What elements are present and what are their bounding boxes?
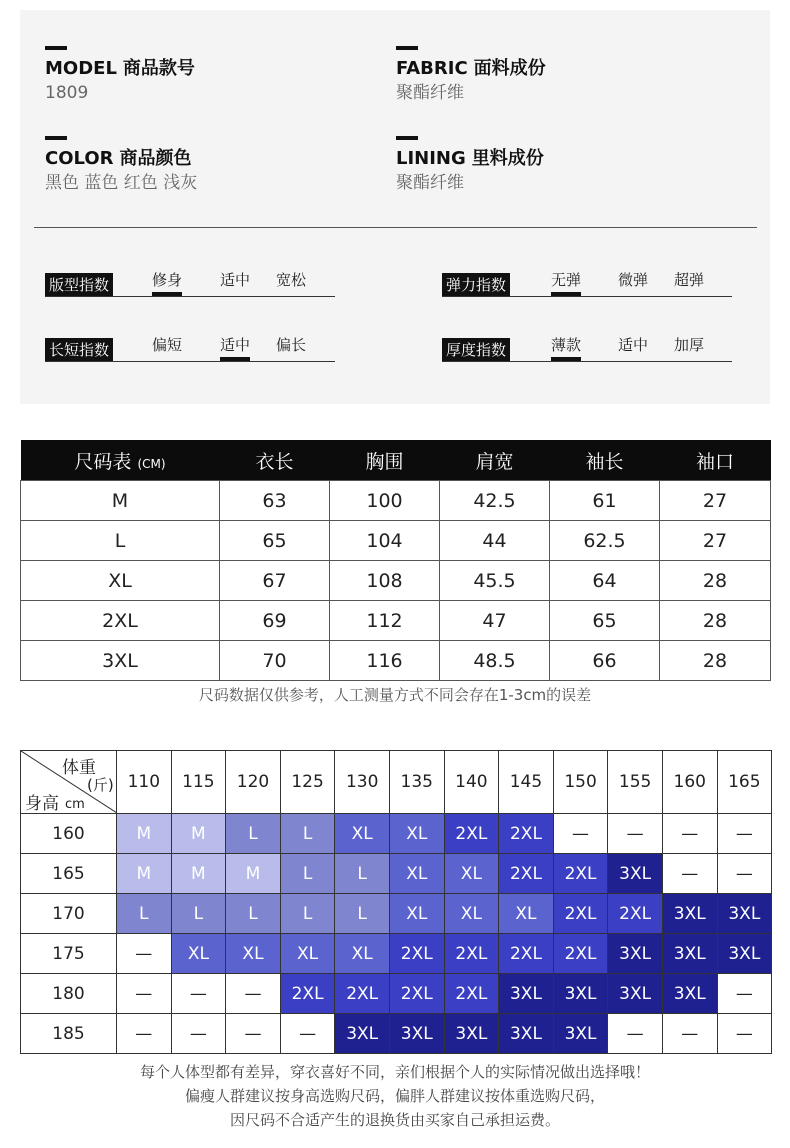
size-recommendation-cell: L — [335, 894, 390, 934]
model-label — [45, 58, 195, 80]
measurement-cell: 27 — [660, 481, 771, 521]
height-row — [21, 1014, 772, 1054]
empty-cell: — — [608, 814, 663, 854]
size-chart-header — [21, 440, 771, 481]
height-header-cell: 160 — [21, 814, 117, 854]
size-recommendation-cell: M — [171, 814, 226, 854]
height-header-cell: 170 — [21, 894, 117, 934]
weight-header-cell: 115 — [171, 751, 226, 814]
size-recommendation-cell: XL — [389, 854, 444, 894]
empty-cell: — — [717, 814, 772, 854]
thickness-index-label: 厚度指数 — [442, 338, 510, 362]
empty-cell: — — [662, 854, 717, 894]
model-field — [45, 46, 195, 104]
size-recommendation-cell: L — [280, 854, 335, 894]
height-row — [21, 894, 772, 934]
measurement-cell: 116 — [330, 641, 440, 681]
measurement-cell: 65 — [220, 521, 330, 561]
size-recommendation-cell: 3XL — [662, 934, 717, 974]
empty-cell: — — [717, 854, 772, 894]
measurement-cell: 44 — [440, 521, 550, 561]
header-sleeve: 袖长 — [550, 440, 660, 481]
recommendation-notes — [20, 1060, 770, 1132]
stretch-option-slight: 微弹 — [618, 271, 649, 289]
model-value: 1809 — [45, 83, 89, 103]
size-recommendation-cell: XL — [389, 894, 444, 934]
length-option-short: 偏短 — [152, 336, 183, 354]
measurement-cell: 104 — [330, 521, 440, 561]
size-recommendation-cell: XL — [499, 894, 554, 934]
empty-cell: — — [280, 1014, 335, 1054]
lining-label-cn: 里料成份 — [471, 148, 544, 169]
stretch-option-high: 超弹 — [674, 271, 705, 289]
empty-cell: — — [662, 1014, 717, 1054]
size-recommendation-cell: XL — [335, 814, 390, 854]
corner-height-unit: cm — [65, 797, 85, 812]
height-row — [21, 814, 772, 854]
empty-cell: — — [608, 1014, 663, 1054]
size-recommendation-cell: 3XL — [553, 974, 608, 1014]
empty-cell: — — [117, 1014, 172, 1054]
size-recommendation-cell: 2XL — [444, 934, 499, 974]
measurement-cell: 65 — [550, 601, 660, 641]
size-recommendation-cell: 2XL — [499, 854, 554, 894]
weight-header-cell: 155 — [608, 751, 663, 814]
field-marker — [45, 136, 67, 140]
table-corner — [21, 751, 117, 814]
size-recommendation-cell: XL — [389, 814, 444, 854]
model-label-en: MODEL — [45, 58, 117, 79]
empty-cell: — — [171, 1014, 226, 1054]
measurement-cell: 64 — [550, 561, 660, 601]
measurement-cell: 62.5 — [550, 521, 660, 561]
measurement-cell: 45.5 — [440, 561, 550, 601]
corner-weight-label: 体重 — [62, 758, 96, 778]
size-recommendation-cell: 2XL — [499, 934, 554, 974]
empty-cell: — — [553, 814, 608, 854]
size-recommendation-cell: L — [280, 894, 335, 934]
lining-label-en: LINING — [396, 148, 466, 169]
color-field — [45, 136, 197, 194]
size-recommendation-cell: XL — [171, 934, 226, 974]
note-line: 偏瘦人群建议按身高选购尺码，偏胖人群建议按体重选购尺码， — [184, 1087, 605, 1105]
size-recommendation-cell: 2XL — [553, 934, 608, 974]
size-row — [21, 521, 771, 561]
size-recommendation-cell: 3XL — [499, 974, 554, 1014]
size-recommendation-cell: 2XL — [389, 974, 444, 1014]
size-recommendation-cell: 2XL — [608, 894, 663, 934]
size-recommendation-cell: 2XL — [335, 974, 390, 1014]
length-option-long: 偏长 — [276, 336, 307, 354]
model-label-cn: 商品款号 — [122, 58, 195, 79]
size-recommendation-cell: L — [117, 894, 172, 934]
measurement-cell: 28 — [660, 561, 771, 601]
corner-weight-unit: (斤) — [87, 776, 114, 794]
size-recommendation-cell: 2XL — [444, 974, 499, 1014]
size-recommendation-cell: 2XL — [499, 814, 554, 854]
size-recommendation-cell: L — [335, 854, 390, 894]
weight-header-cell: 160 — [662, 751, 717, 814]
color-label-cn: 商品颜色 — [119, 148, 192, 169]
size-recommendation-cell: 2XL — [389, 934, 444, 974]
header-cuff: 袖口 — [660, 440, 771, 481]
weight-header-cell: 120 — [226, 751, 281, 814]
height-row — [21, 974, 772, 1014]
measurement-cell: 48.5 — [440, 641, 550, 681]
size-recommendation-table — [20, 750, 772, 1054]
size-recommendation-cell: 3XL — [717, 894, 772, 934]
weight-header-cell: 165 — [717, 751, 772, 814]
size-recommendation-cell: 3XL — [499, 1014, 554, 1054]
size-row — [21, 601, 771, 641]
size-chart-title — [21, 440, 220, 481]
size-recommendation-cell: L — [171, 894, 226, 934]
size-recommendation-cell: 3XL — [335, 1014, 390, 1054]
info-divider — [34, 227, 757, 228]
empty-cell: — — [662, 814, 717, 854]
size-recommendation-cell: M — [117, 814, 172, 854]
size-recommendation-cell: 3XL — [717, 934, 772, 974]
size-recommendation-cell: M — [226, 854, 281, 894]
empty-cell: — — [117, 974, 172, 1014]
fabric-label — [396, 58, 546, 80]
note-line: 每个人体型都有差异，穿衣喜好不同，亲们根据个人的实际情况做出选择哦！ — [139, 1063, 650, 1081]
size-label-cell: 3XL — [21, 641, 220, 681]
height-header-cell: 175 — [21, 934, 117, 974]
measurement-cell: 67 — [220, 561, 330, 601]
index-line — [442, 296, 732, 297]
size-row — [21, 481, 771, 521]
size-recommendation-cell: 2XL — [280, 974, 335, 1014]
measurement-cell: 69 — [220, 601, 330, 641]
length-index — [45, 327, 335, 367]
fit-index — [45, 262, 335, 302]
fit-option-regular: 适中 — [220, 271, 251, 289]
color-value: 黑色 蓝色 红色 浅灰 — [45, 173, 198, 193]
measurement-cell: 61 — [550, 481, 660, 521]
size-recommendation-cell: 3XL — [608, 934, 663, 974]
thickness-option-regular: 适中 — [618, 336, 649, 354]
size-chart-table — [20, 440, 771, 681]
index-line — [45, 361, 335, 362]
weight-header-row — [21, 751, 772, 814]
weight-header-cell: 140 — [444, 751, 499, 814]
size-recommendation-cell: M — [171, 854, 226, 894]
note-line: 因尺码不合适产生的退换货由买家自己承担运费。 — [229, 1111, 560, 1129]
measurement-cell: 100 — [330, 481, 440, 521]
size-chart-title-text: 尺码表 — [74, 450, 132, 473]
fabric-label-cn: 面料成份 — [473, 58, 546, 79]
lining-value: 聚酯纤维 — [396, 173, 464, 193]
index-line — [442, 361, 732, 362]
height-header-cell: 165 — [21, 854, 117, 894]
size-recommendation-cell: 3XL — [608, 974, 663, 1014]
empty-cell: — — [717, 974, 772, 1014]
size-recommendation-cell: 2XL — [553, 854, 608, 894]
thickness-option-thick: 加厚 — [674, 336, 705, 354]
size-recommendation-cell: M — [117, 854, 172, 894]
thickness-index — [442, 327, 732, 367]
fabric-value: 聚酯纤维 — [396, 83, 464, 103]
size-recommendation-cell: 2XL — [444, 814, 499, 854]
measurement-cell: 42.5 — [440, 481, 550, 521]
size-recommendation-cell: 3XL — [662, 894, 717, 934]
size-chart-unit: (CM) — [137, 456, 166, 471]
empty-cell: — — [226, 1014, 281, 1054]
product-info-panel — [20, 10, 770, 404]
stretch-index — [442, 262, 732, 302]
empty-cell: — — [717, 1014, 772, 1054]
size-recommendation-cell: 3XL — [444, 1014, 499, 1054]
size-recommendation-cell: 3XL — [553, 1014, 608, 1054]
size-recommendation-cell: 3XL — [662, 974, 717, 1014]
empty-cell: — — [117, 934, 172, 974]
size-recommendation-cell: L — [226, 894, 281, 934]
size-label-cell: 2XL — [21, 601, 220, 641]
size-recommendation-cell: 3XL — [608, 854, 663, 894]
thickness-option-thin: 薄款 — [551, 335, 581, 361]
height-row — [21, 854, 772, 894]
size-recommendation-cell: XL — [444, 854, 499, 894]
weight-header-cell: 145 — [499, 751, 554, 814]
size-row — [21, 641, 771, 681]
lining-label — [396, 148, 544, 170]
fabric-label-en: FABRIC — [396, 58, 468, 79]
measurement-cell: 27 — [660, 521, 771, 561]
color-label-en: COLOR — [45, 148, 114, 169]
empty-cell: — — [171, 974, 226, 1014]
size-recommendation-cell: XL — [226, 934, 281, 974]
measurement-cell: 63 — [220, 481, 330, 521]
weight-header-cell: 130 — [335, 751, 390, 814]
size-recommendation-cell: XL — [335, 934, 390, 974]
length-index-label: 长短指数 — [45, 338, 113, 362]
measurement-cell: 28 — [660, 601, 771, 641]
corner-height-label: 身高 — [25, 794, 59, 814]
size-label-cell: M — [21, 481, 220, 521]
weight-header-cell: 135 — [389, 751, 444, 814]
header-length: 衣长 — [220, 440, 330, 481]
weight-header-cell: 125 — [280, 751, 335, 814]
fit-option-slim: 修身 — [152, 270, 182, 296]
size-recommendation-cell: XL — [444, 894, 499, 934]
height-header-cell: 180 — [21, 974, 117, 1014]
size-row — [21, 561, 771, 601]
size-recommendation-cell: L — [280, 814, 335, 854]
size-recommendation-cell: 2XL — [553, 894, 608, 934]
header-shoulder: 肩宽 — [440, 440, 550, 481]
header-chest: 胸围 — [330, 440, 440, 481]
measurement-cell: 66 — [550, 641, 660, 681]
measurement-cell: 108 — [330, 561, 440, 601]
size-recommendation-cell: 3XL — [389, 1014, 444, 1054]
stretch-option-none: 无弹 — [551, 270, 581, 296]
fabric-field — [396, 46, 546, 104]
size-label-cell: XL — [21, 561, 220, 601]
empty-cell: — — [226, 974, 281, 1014]
measurement-cell: 28 — [660, 641, 771, 681]
weight-header-cell: 110 — [117, 751, 172, 814]
color-label — [45, 148, 197, 170]
size-recommendation-cell: XL — [280, 934, 335, 974]
measurement-cell: 47 — [440, 601, 550, 641]
size-label-cell: L — [21, 521, 220, 561]
fit-option-loose: 宽松 — [276, 271, 307, 289]
length-option-regular: 适中 — [220, 335, 250, 361]
size-chart-note: 尺码数据仅供参考，人工测量方式不同会存在1-3cm的误差 — [198, 686, 592, 704]
index-line — [45, 296, 335, 297]
lining-field — [396, 136, 544, 194]
field-marker — [45, 46, 67, 50]
measurement-cell: 70 — [220, 641, 330, 681]
weight-header-cell: 150 — [553, 751, 608, 814]
stretch-index-label: 弹力指数 — [442, 273, 510, 297]
height-row — [21, 934, 772, 974]
size-recommendation-cell: L — [226, 814, 281, 854]
fit-index-label: 版型指数 — [45, 273, 113, 297]
height-header-cell: 185 — [21, 1014, 117, 1054]
field-marker — [396, 46, 418, 50]
measurement-cell: 112 — [330, 601, 440, 641]
field-marker — [396, 136, 418, 140]
